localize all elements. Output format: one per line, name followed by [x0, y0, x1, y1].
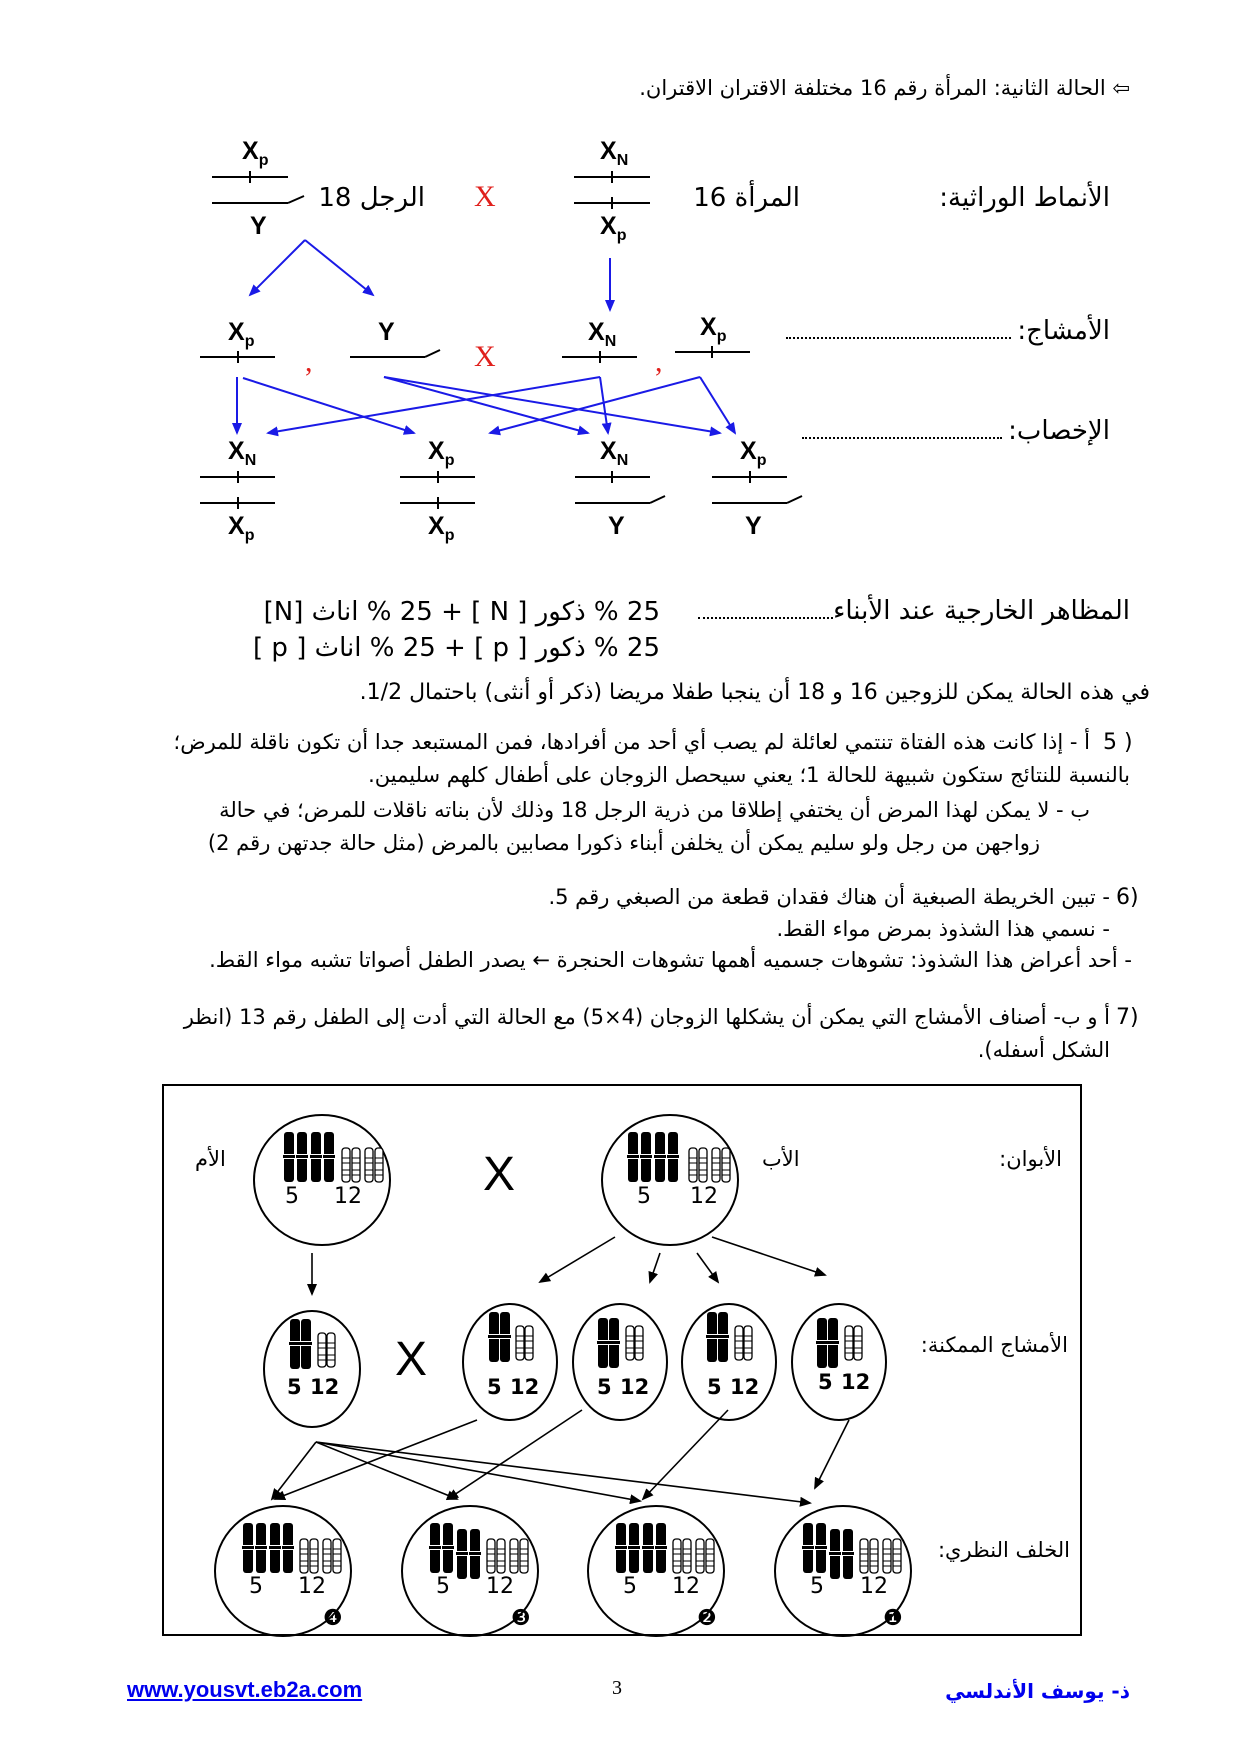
mother-label: الأم: [195, 1147, 226, 1171]
chrom-number-12: 12: [298, 1574, 326, 1599]
chrom-number-12: 12: [730, 1375, 760, 1399]
q7-number: 7): [1116, 1005, 1139, 1030]
chrom-number-12: 12: [620, 1375, 650, 1399]
offspring-number-2: ❷: [697, 1606, 717, 1631]
father-cell: [602, 1115, 738, 1245]
chrom-number-5: 5: [623, 1574, 637, 1599]
q6-line3: - أحد أعراض هذا الشذوذ: تشوهات جسميه أهمها تشوهات الحنجرة ← يصدر الطفل أصواتا تشبه مواء القط.: [209, 948, 1132, 972]
q5-a-line2: بالنسبة للنتائج ستكون شبيهة للحالة 1؛ يعني سيحصل الزوجان على أطفال كلهم سليمين.: [368, 763, 1130, 787]
q5-a-line1: أ - إذا كانت هذه الفتاة تنتمي لعائلة لم يصب أي أحد من أفرادها، فمن المستبعد جدا أن تكون ناقلة للمرض؛: [173, 730, 1090, 754]
allele-label-xn: $X_N$: [600, 437, 629, 469]
man-label: الرجل 18: [318, 183, 425, 213]
page-number: 3: [612, 1677, 622, 1699]
allele-label-y: Y: [378, 318, 395, 346]
q6-line1: - تبين الخريطة الصبغية أن هناك فقدان قطعة من الصبغي رقم 5.: [548, 885, 1110, 909]
allele-label-xp: $X_p$: [428, 512, 455, 544]
allele-label-xp: $X_p$: [600, 212, 627, 244]
chrom-number-5: 5: [707, 1375, 722, 1399]
chrom-number-5: 5: [818, 1370, 833, 1394]
chrom-number-5: 5: [810, 1574, 824, 1599]
comma: ,: [655, 345, 663, 378]
website-link[interactable]: www.yousvt.eb2a.com: [127, 1677, 363, 1702]
father-label: الأب: [762, 1147, 800, 1171]
chrom-number-5: 5: [487, 1375, 502, 1399]
q6-number: 6): [1116, 885, 1139, 910]
chrom-number-5: 5: [249, 1574, 263, 1599]
chrom-number-12: 12: [690, 1184, 718, 1209]
q6-line2: - نسمي هذا الشذوذ بمرض مواء القط.: [776, 917, 1110, 941]
cross-symbol: X: [474, 340, 496, 373]
chrom-number-5: 5: [436, 1574, 450, 1599]
allele-label-xn: $X_N$: [588, 318, 617, 350]
gametes-label: الأمشاج:: [786, 316, 1110, 346]
q5-b-line2: زواجهن من رجل ولو سليم يمكن أن يخلفن أبناء ذكورا مصابين بالمرض (مثل حالة جدتهن رقم 2): [207, 831, 1040, 855]
offspring-number-1: ❶: [883, 1606, 903, 1631]
conclusion-text: في هذه الحالة يمكن للزوجين 16 و 18 أن ينجبا طفلا مريضا (ذكر أو أنثى) باحتمال 1/2.: [359, 680, 1150, 705]
offspring-number-3: ❸: [511, 1606, 531, 1631]
case2-title: ⇦ الحالة الثانية: المرأة رقم 16 مختلفة الاقتران الاقتران.: [639, 76, 1130, 100]
parents-label: الأبوان:: [999, 1147, 1062, 1171]
offspring-number-4: ❹: [323, 1606, 343, 1631]
gamete-cell-mother: [264, 1311, 360, 1427]
q7-line2: الشكل أسفله).: [977, 1038, 1110, 1062]
allele-label-y: Y: [745, 512, 762, 540]
chrom-number-12: 12: [334, 1184, 362, 1209]
allele-label-xn: $X_N$: [228, 437, 257, 469]
cross-symbol-gametes: X: [395, 1333, 428, 1386]
gamete-cell-2: [573, 1304, 667, 1420]
q5-number: 5 ): [1103, 730, 1133, 755]
allele-label-y: Y: [608, 512, 625, 540]
comma: ,: [305, 345, 313, 378]
gametes-possible-label: الأمشاج الممكنة:: [920, 1333, 1068, 1357]
allele-label-xp: $X_p$: [228, 512, 255, 544]
allele-label-xp: $X_p$: [228, 318, 255, 350]
gamete-cell-3: [682, 1304, 776, 1420]
cross-symbol: X: [474, 180, 496, 213]
fertilization-label: الإخصاب:: [802, 416, 1110, 446]
phenotype-line-1: 25 % ذكور [ N ] + 25 % اناث [N]: [263, 597, 660, 627]
woman-label: المرأة 16: [693, 183, 800, 213]
chrom-number-12: 12: [672, 1574, 700, 1599]
chrom-number-5: 5: [597, 1375, 612, 1399]
chrom-number-12: 12: [841, 1370, 871, 1394]
mother-cell: [254, 1115, 390, 1245]
allele-label-xp: $X_p$: [700, 313, 727, 345]
q7-line1: أ و ب- أصناف الأمشاج التي يمكن أن يشكلها الزوجان (4×5) مع الحالة التي أدت إلى الطفل رقم 13 (انظر: [183, 1005, 1110, 1029]
chrom-number-5: 5: [637, 1184, 651, 1209]
q5-b-line1: ب - لا يمكن لهذا المرض أن يختفي إطلاقا من ذرية الرجل 18 وذلك لأن بناته ناقلات للمرض؛ في حالة: [219, 798, 1090, 822]
phenotype-line-2: 25 % ذكور [ p ] + 25 % اناث [ p ]: [253, 633, 660, 663]
chrom-number-12: 12: [486, 1574, 514, 1599]
phenotypes-label: المظاهر الخارجية عند الأبناء: [698, 596, 1130, 626]
chrom-number-5: 5: [287, 1375, 302, 1399]
chrom-number-5: 5: [285, 1184, 299, 1209]
allele-label-xp: $X_p$: [740, 437, 767, 469]
allele-label-y: Y: [250, 212, 267, 240]
chrom-number-12: 12: [860, 1574, 888, 1599]
allele-label-xp: $X_p$: [242, 137, 269, 169]
gamete-cell-1: [463, 1304, 557, 1420]
chrom-number-12: 12: [510, 1375, 540, 1399]
gamete-cell-4: [792, 1304, 886, 1420]
author-name: ذ- يوسف الأندلسي: [945, 1679, 1130, 1703]
allele-label-xp: $X_p$: [428, 437, 455, 469]
chrom-number-12: 12: [310, 1375, 340, 1399]
allele-label-xn: $X_N$: [600, 137, 629, 169]
genotypes-label: الأنماط الوراثية:: [939, 183, 1110, 213]
cross-symbol-parents: X: [483, 1148, 516, 1201]
offspring-label: الخلف النظري:: [937, 1538, 1070, 1562]
